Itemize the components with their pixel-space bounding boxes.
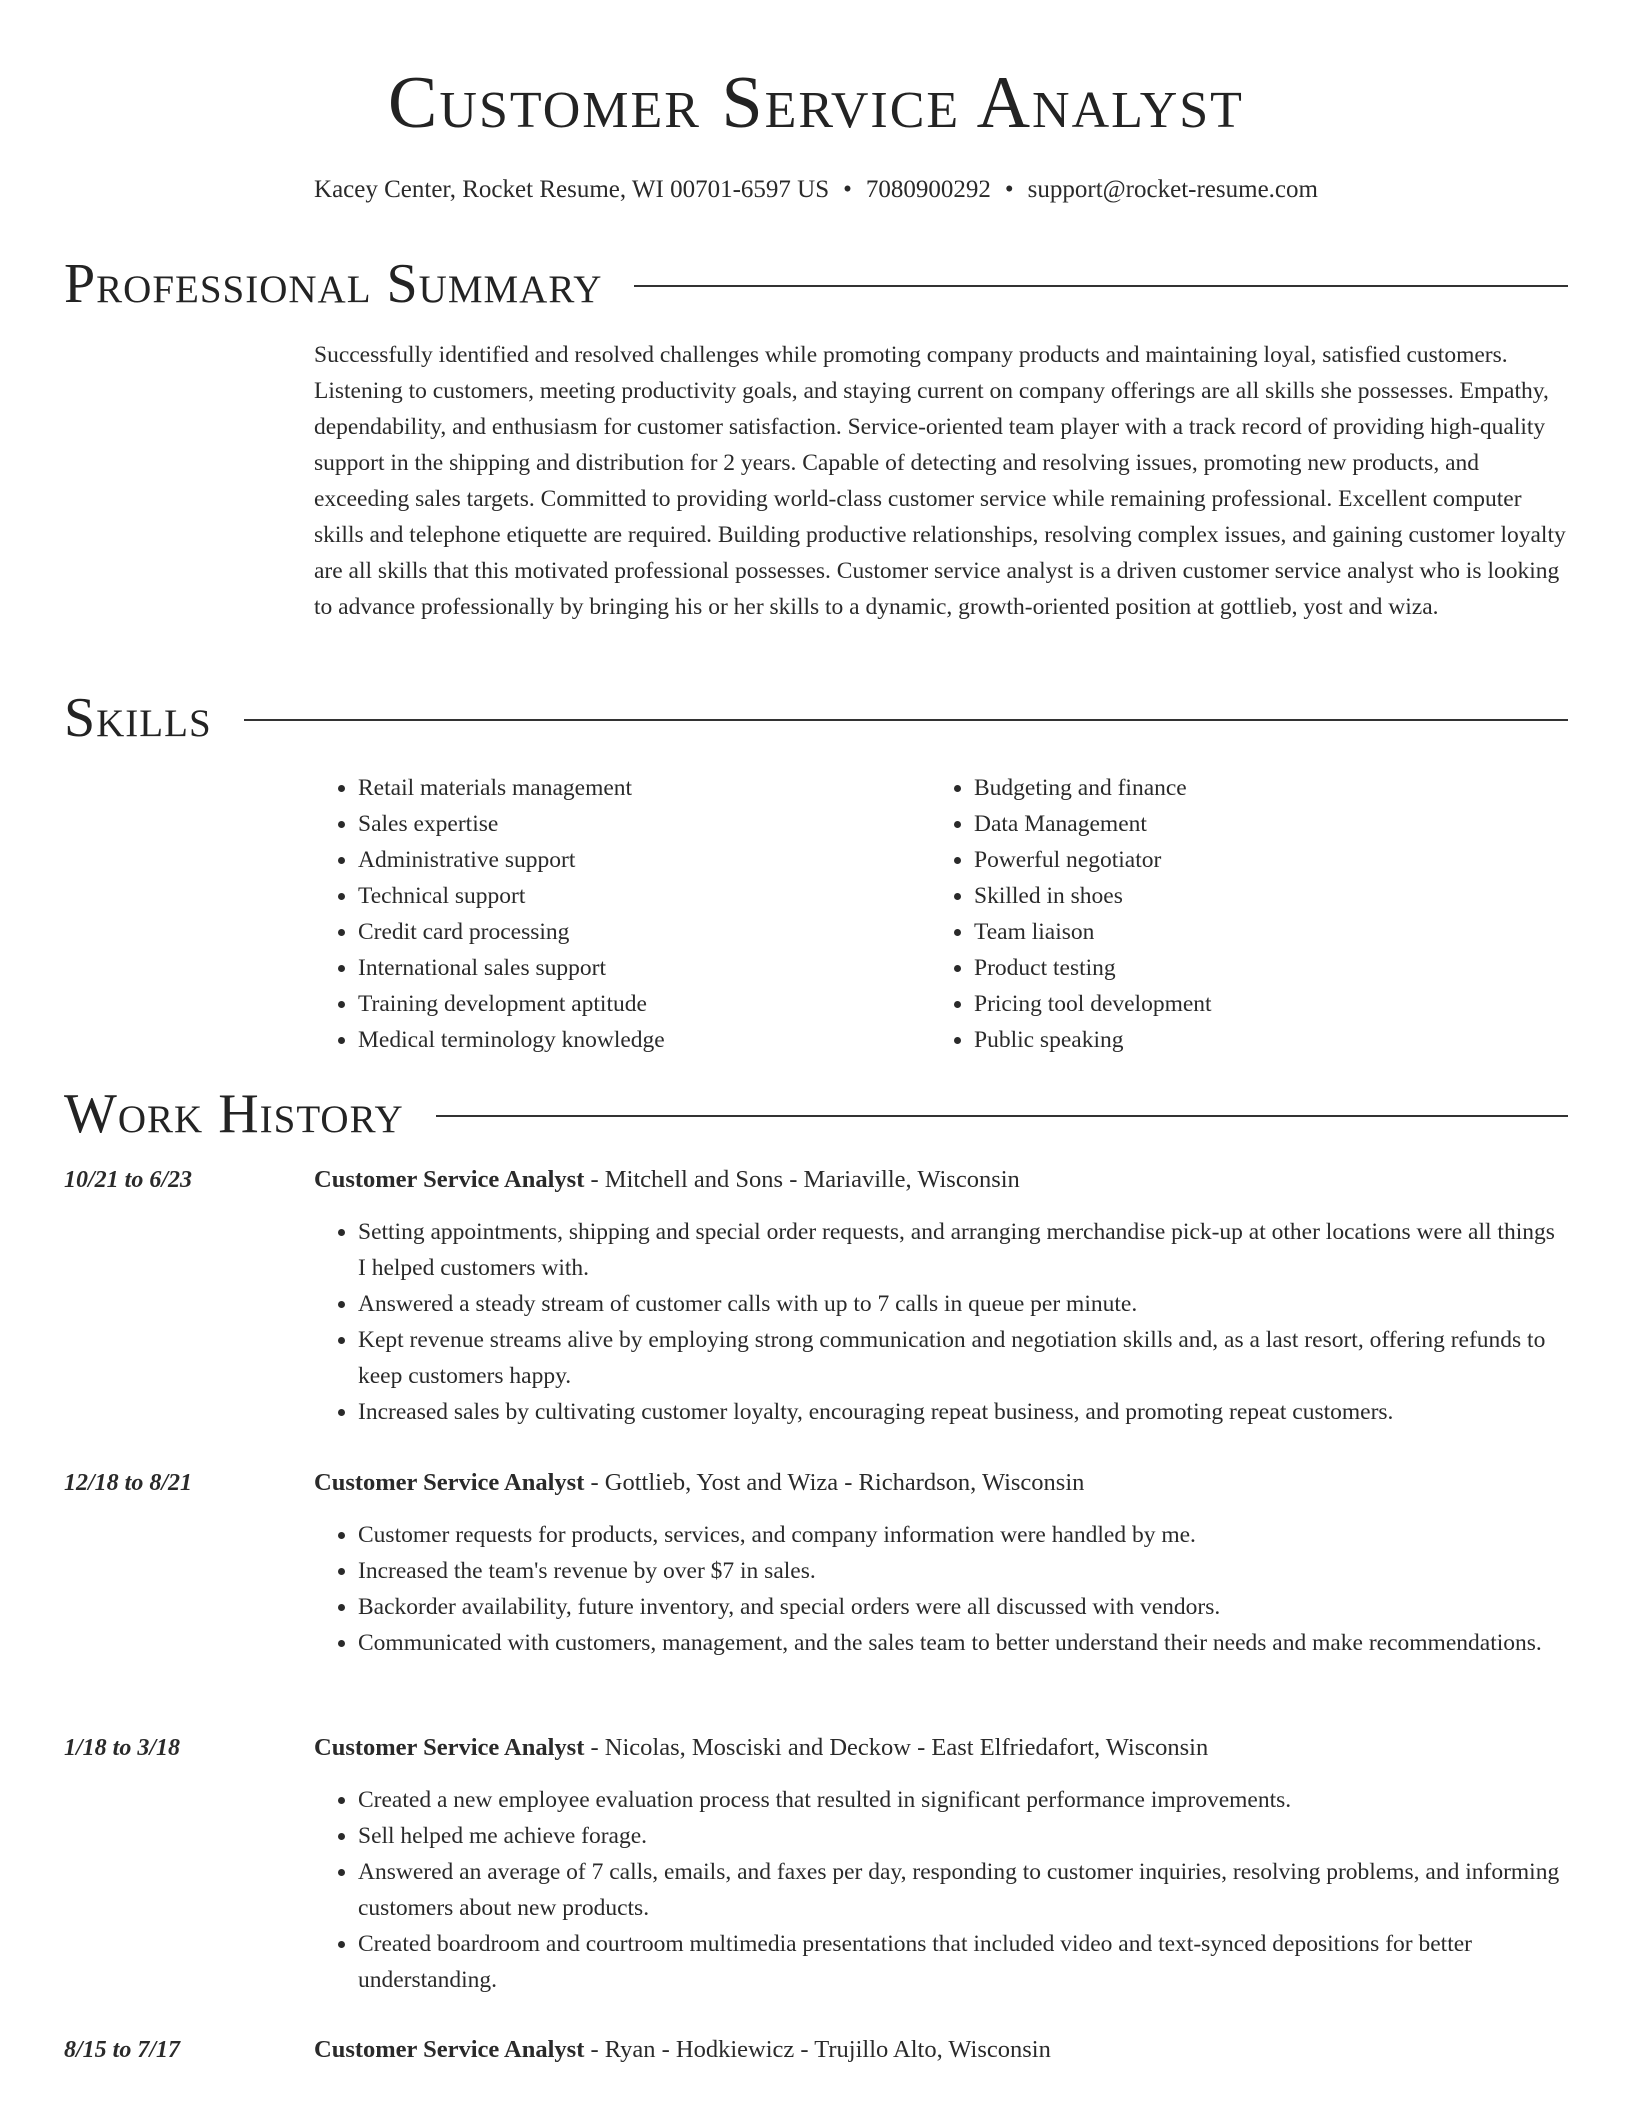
skill-item: • Medical terminology knowledge — [358, 1022, 918, 1058]
job-bullet: • Created boardroom and courtroom multimedia presentations that included video and text-synced depositions for better understanding. — [358, 1926, 1568, 1998]
job-dates: 8/15 to 7/17 — [64, 2037, 181, 2063]
skills-section-header — [64, 686, 1568, 750]
summary-text: Successfully identified and resolved challenges while promoting company products and maintaining loyal, satisfied customers. Listening to customers, meeting productivity goals, and staying current on company offerings are all skills she possesses. Empathy, dependability, and enthusiasm for customer satisfaction. Service-oriented team player with a track record of providing high-quality support in the shipping and distribution for 2 years. Capable of detecting and resolving issues, promoting new products, and exceeding sales targets. Committed to providing world-class customer service while remaining professional. Excellent computer skills and telephone etiquette are required. Building productive relationships, resolving complex issues, and gaining customer loyalty are all skills that this motivated professional possesses. Customer service analyst is a driven customer service analyst who is looking to advance professionally by bringing his or her skills to a dynamic, growth-oriented position at gottlieb, yost and wiza. — [314, 342, 1566, 620]
skill-item: • International sales support — [358, 950, 918, 986]
job-employer: - Gottlieb, Yost and Wiza - Richardson, Wisconsin — [584, 1469, 1085, 1496]
job-bullets — [314, 1517, 1568, 1661]
contact-address: Kacey Center, Rocket Resume, WI 00701-6597 US — [314, 176, 830, 203]
skill-item: • Sales expertise — [358, 806, 918, 842]
job-dates: 12/18 to 8/21 — [64, 1470, 193, 1496]
job-employer: - Ryan - Hodkiewicz - Trujillo Alto, Wisconsin — [584, 2036, 1051, 2063]
skill-item: • Public speaking — [974, 1022, 1534, 1058]
job-bullet: • Answered an average of 7 calls, emails, and faxes per day, responding to customer inquiries, resolving problems, and informing customers about new products. — [358, 1854, 1568, 1926]
job-employer: - Mitchell and Sons - Mariaville, Wisconsin — [584, 1166, 1020, 1193]
contact-line — [0, 172, 1632, 208]
work-section-header — [64, 1082, 1568, 1146]
job-title-line — [314, 1730, 1208, 1766]
work-heading: Work History — [64, 1083, 404, 1145]
section-divider — [244, 719, 1568, 721]
job-bullets — [314, 1214, 1568, 1430]
skill-item: • Team liaison — [974, 914, 1534, 950]
skill-item: • Retail materials management — [358, 770, 918, 806]
skills-heading: Skills — [64, 687, 212, 749]
skill-item: • Data Management — [974, 806, 1534, 842]
job-employer: - Nicolas, Mosciski and Deckow - East Elfriedafort, Wisconsin — [584, 1734, 1209, 1761]
job-dates: 1/18 to 3/18 — [64, 1735, 181, 1761]
contact-email[interactable]: support@rocket-resume.com — [1027, 176, 1318, 203]
summary-section-header — [64, 252, 1568, 316]
job-bullet: • Communicated with customers, management, and the sales team to better understand their needs and make recommendations. — [358, 1625, 1568, 1661]
job-title: Customer Service Analyst — [314, 1469, 585, 1496]
job-title-line — [314, 2032, 1051, 2068]
skill-item: • Pricing tool development — [974, 986, 1534, 1022]
job-bullet: • Kept revenue streams alive by employing strong communication and negotiation skills and, as a last resort, offering refunds to keep customers happy. — [358, 1322, 1568, 1394]
section-divider — [634, 285, 1568, 287]
skill-item: • Technical support — [358, 878, 918, 914]
skill-item: • Credit card processing — [358, 914, 918, 950]
resume-name: Customer Service Analyst — [388, 62, 1244, 144]
job-bullets — [314, 1782, 1568, 1998]
job-bullet: • Setting appointments, shipping and special order requests, and arranging merchandise pick-up at other locations were all things I helped customers with. — [358, 1214, 1568, 1286]
job-title: Customer Service Analyst — [314, 2036, 585, 2063]
contact-phone: 7080900292 — [865, 176, 991, 203]
skills-list-left — [314, 770, 918, 1058]
skill-item: • Skilled in shoes — [974, 878, 1534, 914]
job-bullet: • Customer requests for products, services, and company information were handled by me. — [358, 1517, 1568, 1553]
skill-item: • Powerful negotiator — [974, 842, 1534, 878]
job-dates: 10/21 to 6/23 — [64, 1167, 193, 1193]
job-title-line — [314, 1162, 1020, 1198]
job-bullet: • Backorder availability, future inventory, and special orders were all discussed with vendors. — [358, 1589, 1568, 1625]
job-title-line — [314, 1465, 1084, 1501]
section-divider — [436, 1115, 1568, 1117]
contact-separator: • — [1004, 176, 1014, 203]
skill-item: • Product testing — [974, 950, 1534, 986]
contact-separator: • — [843, 176, 852, 203]
job-bullet: • Increased the team's revenue by over $7 in sales. — [358, 1553, 1568, 1589]
skill-item: • Administrative support — [358, 842, 918, 878]
job-bullet: • Answered a steady stream of customer calls with up to 7 calls in queue per minute. — [358, 1286, 1568, 1322]
job-title: Customer Service Analyst — [314, 1734, 585, 1761]
summary-heading: Professional Summary — [64, 253, 603, 315]
job-bullet: • Increased sales by cultivating customer loyalty, encouraging repeat business, and promoting repeat customers. — [358, 1394, 1568, 1430]
skills-list-right — [930, 770, 1534, 1058]
job-title: Customer Service Analyst — [314, 1166, 585, 1193]
job-bullet: • Sell helped me achieve forage. — [358, 1818, 1568, 1854]
skill-item: • Budgeting and finance — [974, 770, 1534, 806]
job-bullet: • Created a new employee evaluation process that resulted in significant performance improvements. — [358, 1782, 1568, 1818]
skill-item: • Training development aptitude — [358, 986, 918, 1022]
